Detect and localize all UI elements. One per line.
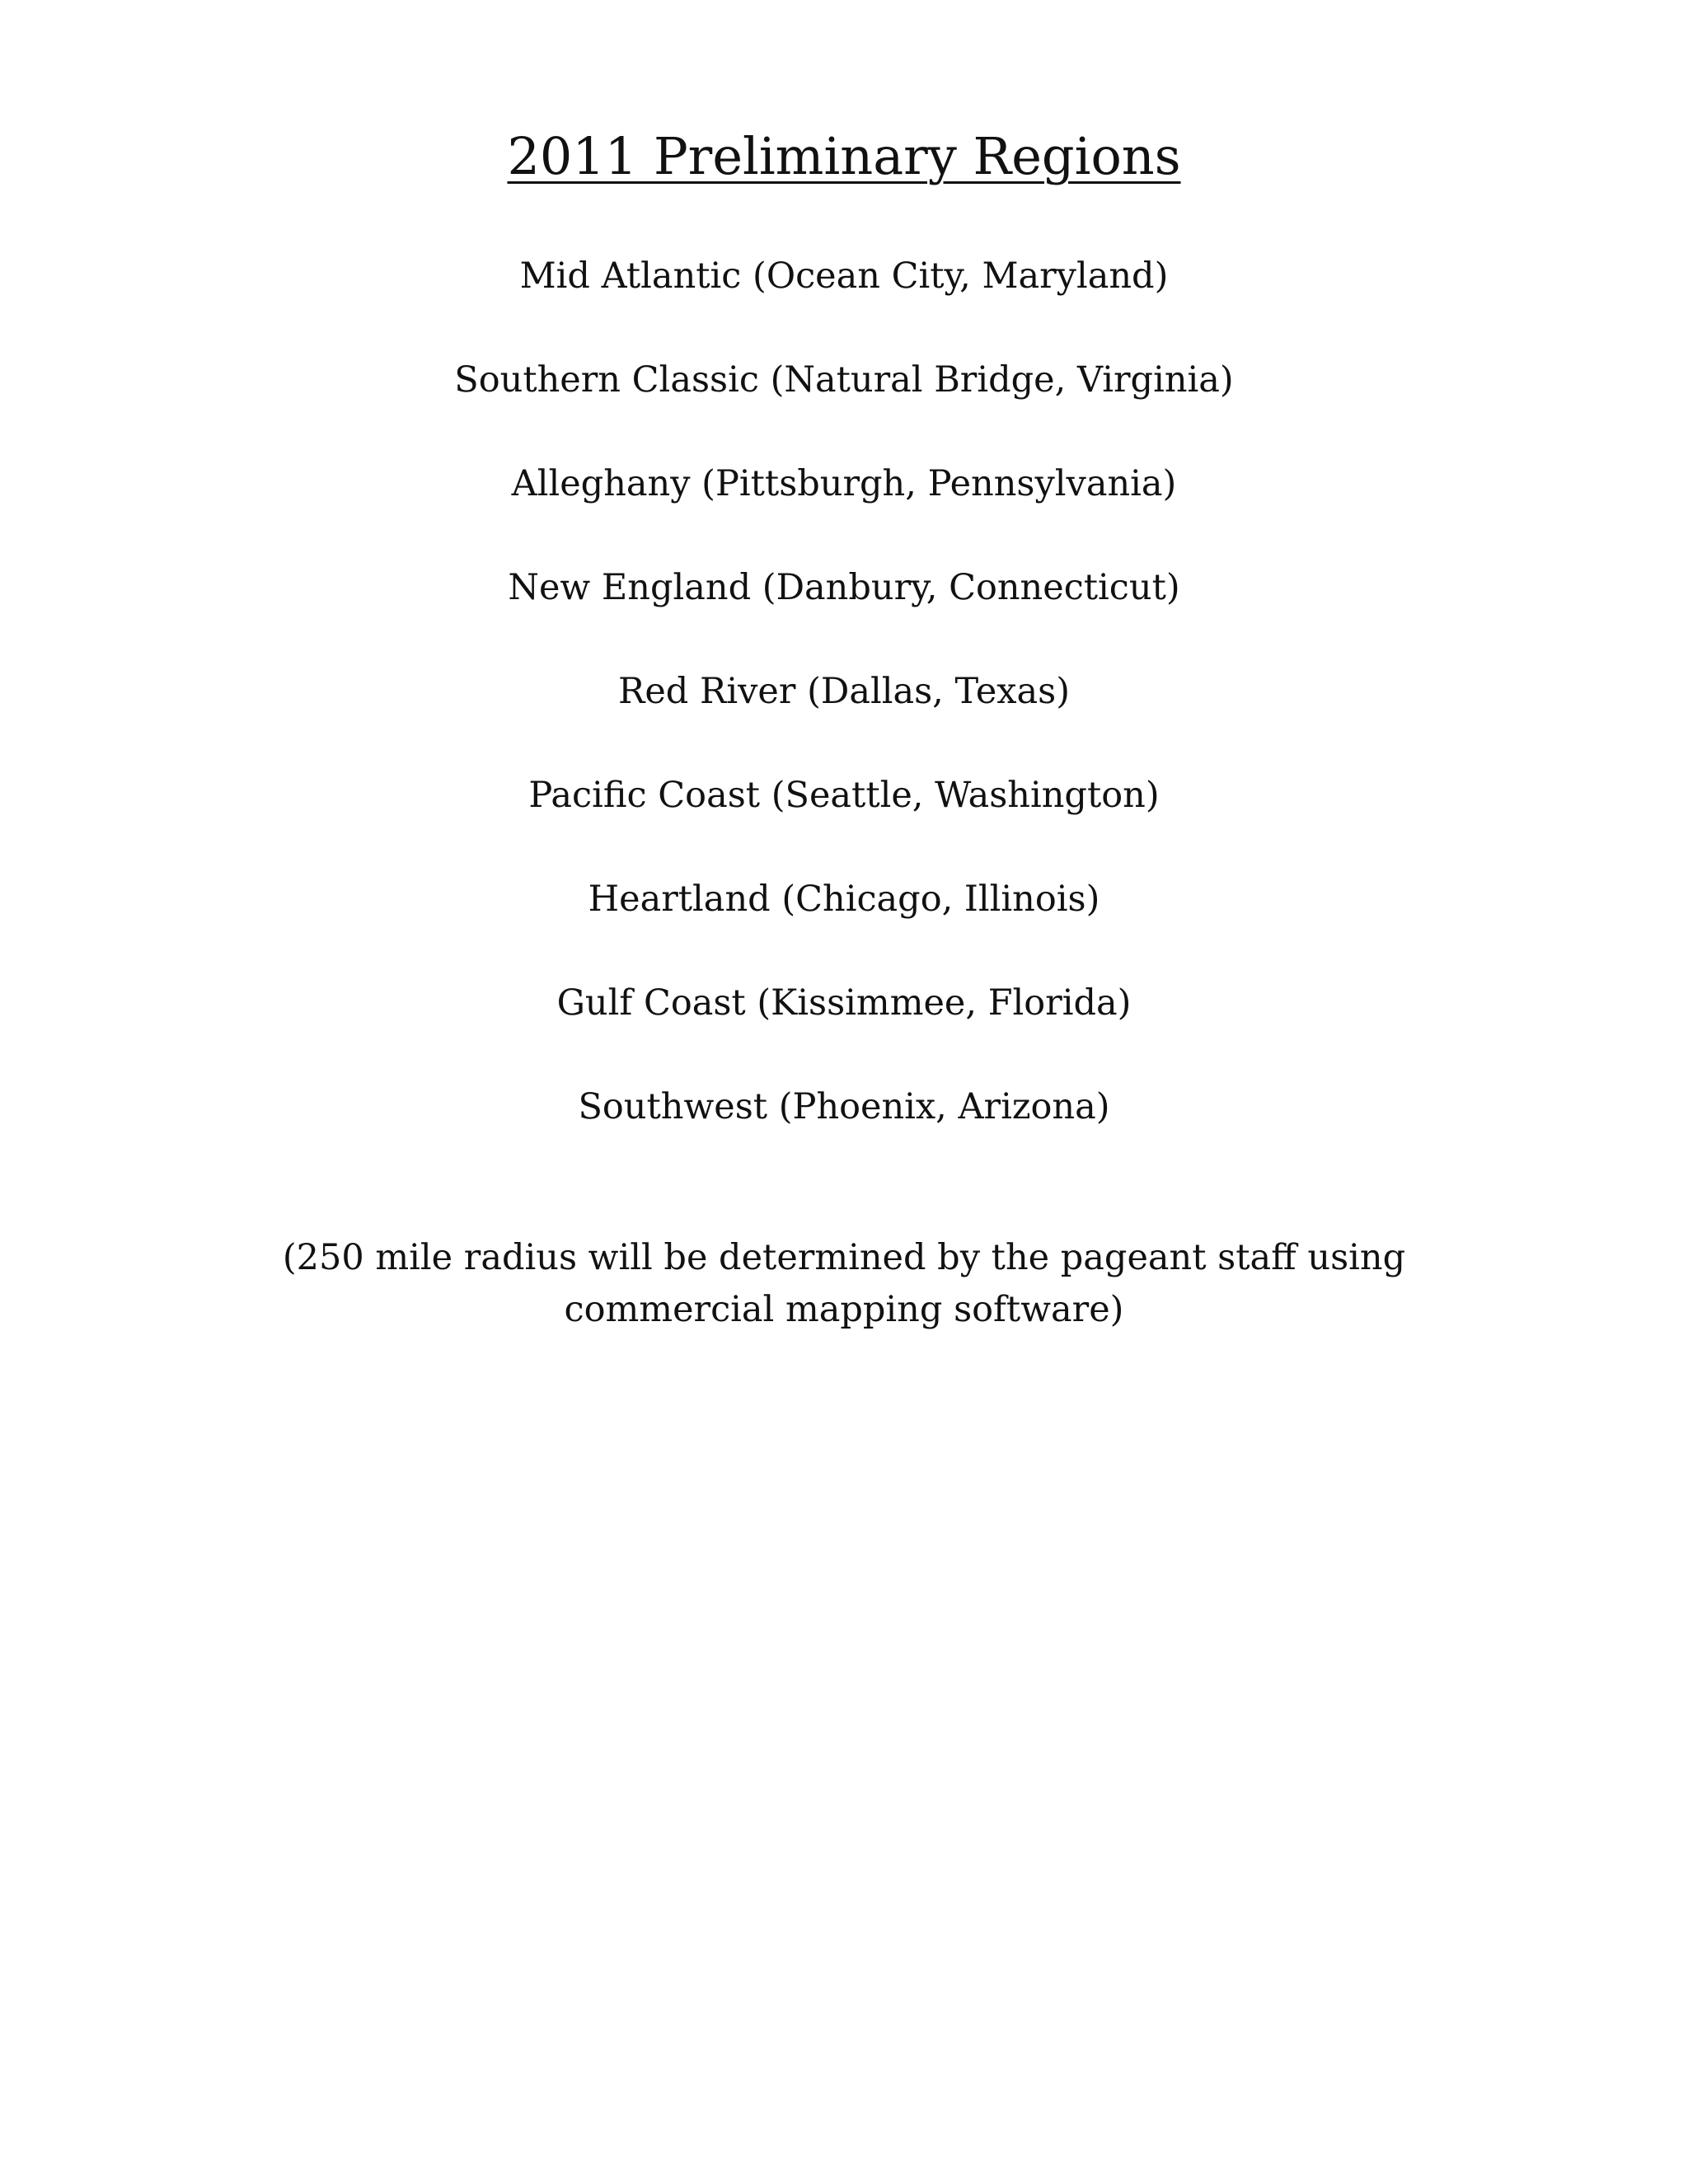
- region-item-mid-atlantic: Mid Atlantic (Ocean City, Maryland): [519, 255, 1169, 297]
- region-list: [0, 247, 1688, 1182]
- region-item-southwest: Southwest (Phoenix, Arizona): [578, 1086, 1110, 1127]
- region-item-pacific-coast: Pacific Coast (Seattle, Washington): [528, 775, 1160, 816]
- page-title-text: 2011 Preliminary Regions: [507, 126, 1181, 186]
- region-item-gulf-coast: Gulf Coast (Kissimmee, Florida): [556, 982, 1132, 1024]
- region-item-southern-classic: Southern Classic (Natural Bridge, Virginia): [454, 359, 1234, 401]
- page-title: [0, 124, 1688, 190]
- region-item-alleghany: Alleghany (Pittsburgh, Pennsylvania): [511, 463, 1177, 504]
- region-item-heartland: Heartland (Chicago, Illinois): [588, 879, 1100, 920]
- region-item-red-river: Red River (Dallas, Texas): [617, 671, 1071, 712]
- region-item-new-england: New England (Danbury, Connecticut): [508, 567, 1180, 608]
- radius-note: (250 mile radius will be determined by the pageant staff using commercial mapping software): [282, 1237, 1406, 1330]
